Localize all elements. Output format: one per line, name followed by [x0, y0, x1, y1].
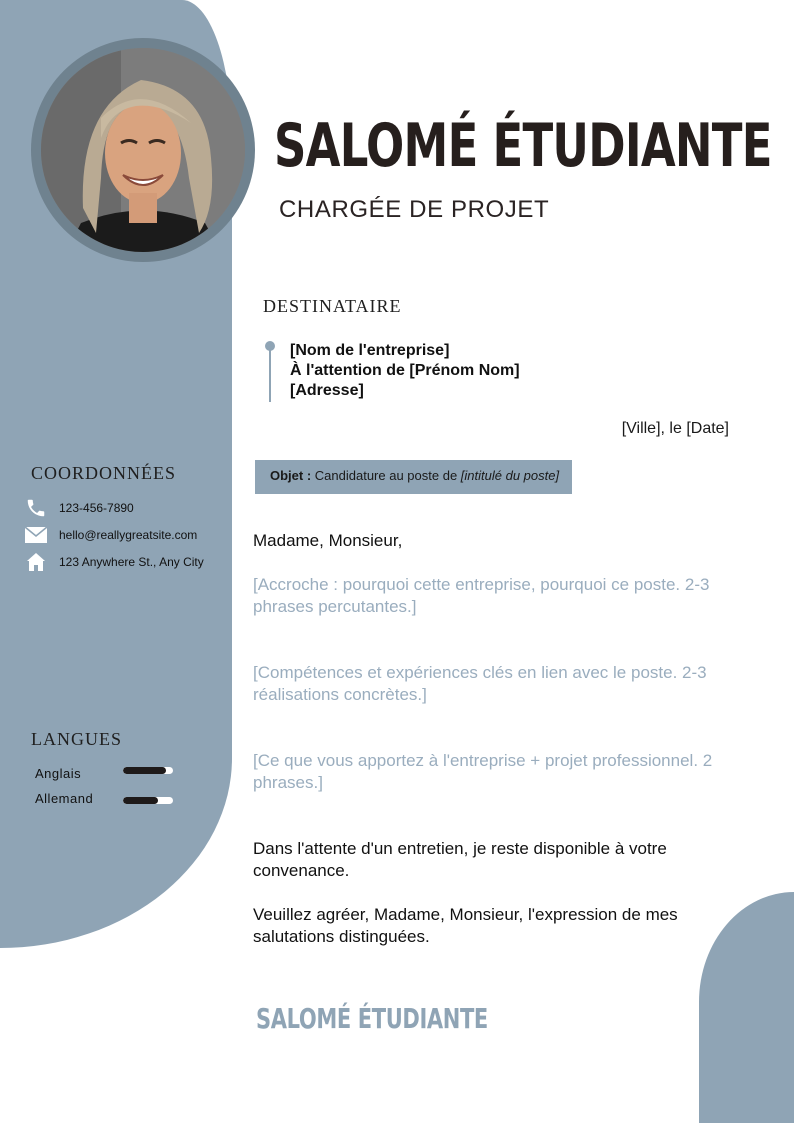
letter-closing-wait: Dans l'attente d'un entretien, je reste disponible à votre convenance.: [253, 839, 667, 880]
language-name-english: Anglais: [35, 766, 82, 781]
letter-skills-paragraph: [Compétences et expériences clés en lien avec le poste. 2-3 réalisations concrètes.]: [253, 663, 707, 704]
portrait-illustration: [41, 48, 245, 252]
phone-icon: [23, 498, 49, 518]
recipient-address: [Adresse]: [290, 382, 364, 399]
letter-hook-paragraph: [Accroche : pourquoi cette entreprise, pourquoi ce poste. 2-3 phrases percutantes.]: [253, 575, 710, 616]
object-position: [intitulé du poste]: [460, 468, 560, 483]
recipient-block: [290, 341, 520, 401]
letter-greeting: Madame, Monsieur,: [253, 531, 403, 550]
mail-icon: [23, 525, 49, 545]
language-name-german: Allemand: [35, 791, 94, 806]
contact-address: [23, 552, 204, 572]
object-text: Candidature au poste de: [311, 468, 461, 483]
language-level-fill: [123, 797, 158, 804]
profile-photo: [41, 48, 245, 252]
recipient-attention: À l'attention de [Prénom Nom]: [290, 362, 520, 379]
contact-phone: [23, 498, 134, 518]
object-banner: [255, 460, 572, 494]
contact-title: COORDONNÉES: [31, 463, 177, 483]
job-title: CHARGÉE DE PROJET: [279, 196, 550, 223]
language-level-german: [123, 797, 173, 804]
recipient-company: [Nom de l'entreprise]: [290, 342, 450, 359]
candidate-name: SALOMÉ ÉTUDIANTE: [274, 111, 772, 181]
contact-phone-text: 123-456-7890: [59, 501, 134, 515]
language-level-fill: [123, 767, 166, 774]
letter-value-paragraph: [Ce que vous apportez à l'entreprise + projet professionnel. 2 phrases.]: [253, 751, 713, 792]
contact-email-text: hello@reallygreatsite.com: [59, 528, 198, 542]
home-icon: [23, 552, 49, 572]
contact-email: [23, 525, 197, 545]
place-date: [Ville], le [Date]: [621, 420, 729, 437]
contact-address-text: 123 Anywhere St., Any City: [59, 555, 204, 569]
letter-closing-salutation: Veuillez agréer, Madame, Monsieur, l'expression de mes salutations distinguées.: [253, 905, 678, 946]
recipient-bullet: [265, 341, 275, 351]
language-level-english: [123, 767, 173, 774]
recipient-title: DESTINATAIRE: [263, 296, 402, 316]
languages-title: LANGUES: [31, 729, 122, 749]
recipient-divider: [269, 346, 271, 402]
signature-name: SALOMÉ ÉTUDIANTE: [256, 1002, 488, 1035]
object-label: Objet :: [270, 468, 312, 483]
